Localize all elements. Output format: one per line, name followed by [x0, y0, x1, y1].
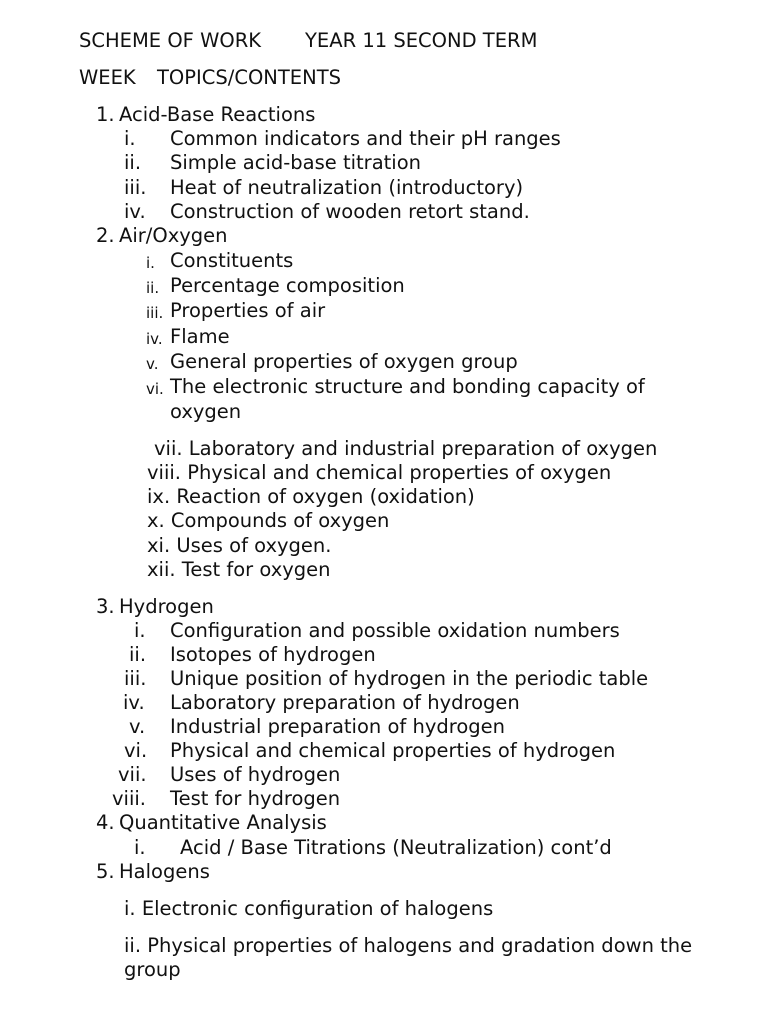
- section-number: 2.: [96, 224, 115, 247]
- item-number: ii.: [146, 279, 160, 297]
- list-item-continuation: oxygen: [170, 400, 242, 423]
- item-number: iv.: [123, 691, 145, 714]
- item-number: viii.: [112, 787, 146, 810]
- item-number: i.: [146, 254, 155, 272]
- section-number: 5.: [96, 860, 115, 883]
- item-number: iv.: [146, 330, 163, 348]
- list-item: xii. Test for oxygen: [147, 558, 331, 581]
- list-item: i. Electronic configuration of halogens: [124, 897, 494, 920]
- section-number: 1.: [96, 103, 115, 126]
- list-item: ix. Reaction of oxygen (oxidation): [147, 485, 475, 508]
- section-title: Acid-Base Reactions: [119, 103, 316, 126]
- list-item: Physical and chemical properties of hydrogen: [170, 739, 616, 762]
- item-number: vi.: [146, 380, 164, 398]
- list-item: Uses of hydrogen: [170, 763, 341, 786]
- column-topics-label: TOPICS/CONTENTS: [157, 66, 341, 89]
- section-title: Quantitative Analysis: [119, 811, 327, 834]
- item-number: iii.: [124, 667, 147, 690]
- list-item-continuation: group: [124, 958, 181, 981]
- list-item: Constituents: [170, 249, 294, 272]
- section-title: Air/Oxygen: [119, 224, 228, 247]
- list-item: vii. Laboratory and industrial preparation of oxygen: [154, 437, 658, 460]
- list-item: Configuration and possible oxidation numbers: [170, 619, 620, 642]
- item-number: v.: [129, 715, 146, 738]
- list-item: xi. Uses of oxygen.: [147, 534, 332, 557]
- item-number: vi.: [124, 739, 148, 762]
- section-number: 3.: [96, 595, 115, 618]
- item-number: ii.: [124, 151, 142, 174]
- column-week-label: WEEK: [79, 66, 136, 89]
- item-number: v.: [146, 355, 159, 373]
- section-title: Hydrogen: [119, 595, 214, 618]
- item-number: i.: [134, 619, 146, 642]
- item-number: iii.: [146, 304, 164, 322]
- section-title: Halogens: [119, 860, 210, 883]
- list-item: x. Compounds of oxygen: [147, 509, 390, 532]
- item-number: iv.: [124, 200, 146, 223]
- list-item: Isotopes of hydrogen: [170, 643, 376, 666]
- item-number: i.: [124, 127, 136, 150]
- list-item: Construction of wooden retort stand.: [170, 200, 530, 223]
- list-item: Flame: [170, 325, 230, 348]
- item-number: ii.: [129, 643, 147, 666]
- list-item: Simple acid-base titration: [170, 151, 421, 174]
- list-item: viii. Physical and chemical properties of oxygen: [147, 461, 612, 484]
- item-number: vii.: [118, 763, 147, 786]
- list-item: Common indicators and their pH ranges: [170, 127, 561, 150]
- item-number: iii.: [124, 176, 147, 199]
- list-item: Properties of air: [170, 299, 326, 322]
- list-item: Percentage composition: [170, 274, 405, 297]
- section-number: 4.: [96, 811, 115, 834]
- list-item: The electronic structure and bonding capacity of: [170, 375, 645, 398]
- list-item: General properties of oxygen group: [170, 350, 518, 373]
- list-item: Test for hydrogen: [170, 787, 341, 810]
- term-label: YEAR 11 SECOND TERM: [305, 29, 538, 52]
- list-item: Laboratory preparation of hydrogen: [170, 691, 520, 714]
- list-item: Industrial preparation of hydrogen: [170, 715, 505, 738]
- list-item: ii. Physical properties of halogens and gradation down the: [124, 934, 693, 957]
- list-item: Heat of neutralization (introductory): [170, 176, 524, 199]
- item-number: i.: [134, 836, 146, 859]
- doc-title: SCHEME OF WORK: [79, 29, 262, 52]
- list-item: Acid / Base Titrations (Neutralization) cont’d: [180, 836, 612, 859]
- list-item: Unique position of hydrogen in the periodic table: [170, 667, 649, 690]
